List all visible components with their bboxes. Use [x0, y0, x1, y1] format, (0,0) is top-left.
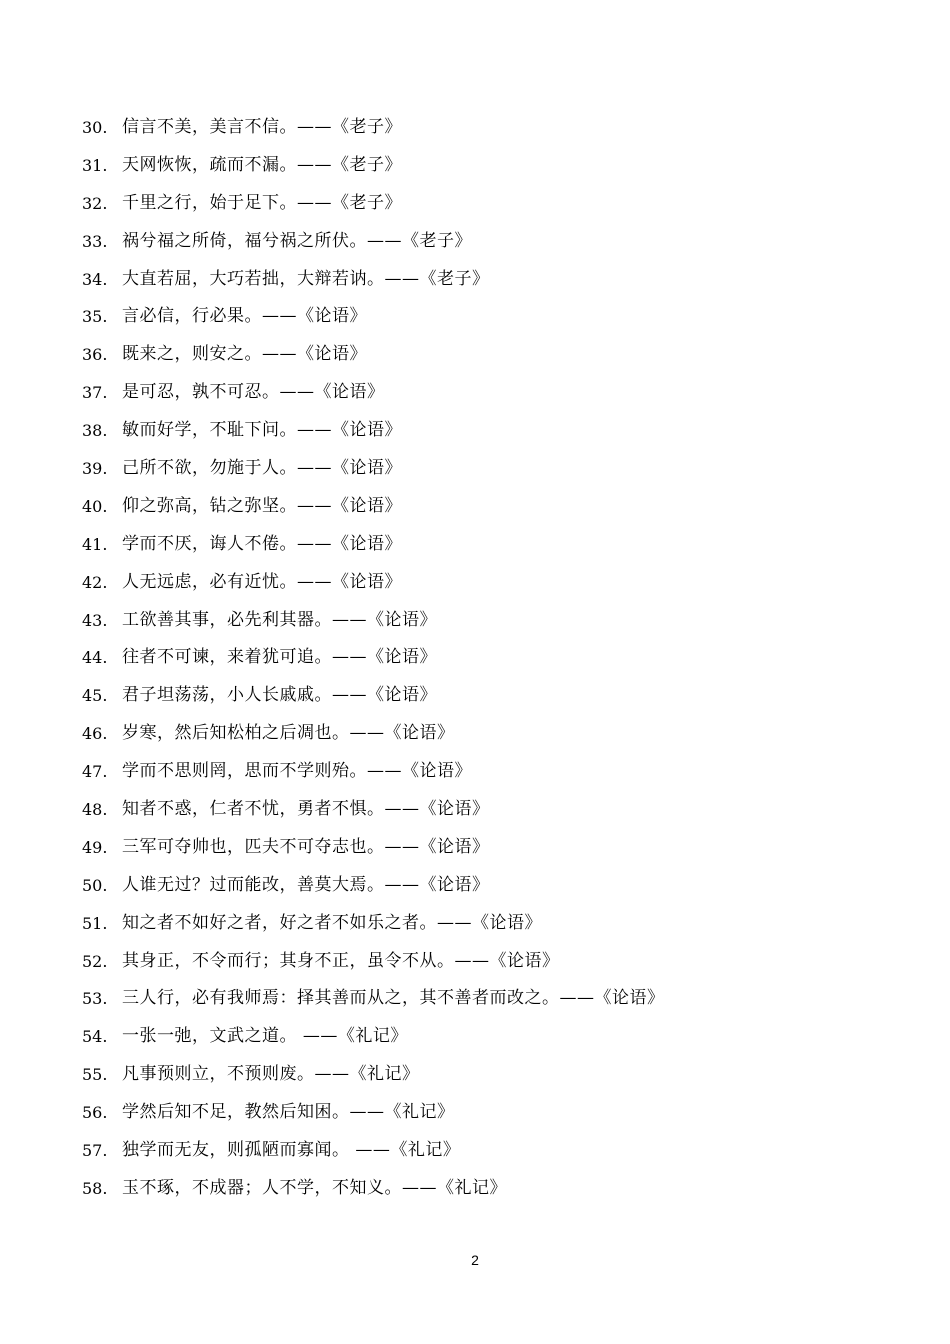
- quote-number: 56.: [82, 1103, 108, 1123]
- quote-text: 君子坦荡荡，小人长戚戚。——《论语》: [122, 685, 437, 706]
- quote-number: 47.: [82, 762, 108, 782]
- page-number: 2: [471, 1252, 479, 1268]
- quote-text: 学然后知不足，教然后知困。——《礼记》: [122, 1102, 455, 1123]
- quote-line: [82, 261, 862, 299]
- quote-text: 大直若屈，大巧若拙，大辩若讷。——《老子》: [122, 268, 490, 289]
- quote-text: 知者不惑，仁者不忧，勇者不惧。——《论语》: [122, 799, 490, 820]
- quote-line: [82, 147, 862, 185]
- quote-number: 31.: [82, 155, 108, 175]
- quote-text: 一张一弛，文武之道。 ——《礼记》: [122, 1026, 408, 1047]
- quote-text: 知之者不如好之者，好之者不如乐之者。——《论语》: [122, 912, 542, 933]
- quote-text: 工欲善其事，必先利其器。——《论语》: [122, 609, 437, 630]
- quote-text: 学而不思则罔，思而不学则殆。——《论语》: [122, 761, 472, 782]
- quote-text: 其身正，不令而行；其身不正，虽令不从。——《论语》: [122, 950, 560, 971]
- quote-line: [82, 943, 862, 981]
- quote-number: 51.: [82, 913, 108, 933]
- quote-text: 既来之，则安之。——《论语》: [122, 344, 367, 365]
- quote-text: 敏而好学，不耻下问。——《论语》: [122, 420, 402, 441]
- quote-text: 仰之弥高，钻之弥坚。——《论语》: [122, 495, 402, 516]
- quote-number: 42.: [82, 572, 108, 592]
- quote-text: 人无远虑，必有近忧。——《论语》: [122, 571, 402, 592]
- quote-text: 岁寒，然后知松柏之后凋也。——《论语》: [122, 723, 455, 744]
- quote-number: 45.: [82, 686, 108, 706]
- quote-line: [82, 412, 862, 450]
- quote-line: [82, 905, 862, 943]
- quote-line: [82, 374, 862, 412]
- quote-text: 凡事预则立，不预则废。——《礼记》: [122, 1064, 420, 1085]
- quote-number: 33.: [82, 231, 108, 251]
- quote-line: [82, 753, 862, 791]
- quote-line: [82, 791, 862, 829]
- quote-line: [82, 715, 862, 753]
- quote-number: 54.: [82, 1027, 108, 1047]
- quote-line: [82, 1132, 862, 1170]
- quote-text: 学而不厌，诲人不倦。——《论语》: [122, 533, 402, 554]
- quote-number: 49.: [82, 837, 108, 857]
- quote-number: 32.: [82, 193, 108, 213]
- quote-text: 祸兮福之所倚，福兮祸之所伏。——《老子》: [122, 230, 472, 251]
- quote-line: [82, 639, 862, 677]
- quote-line: [82, 336, 862, 374]
- quote-text: 己所不欲，勿施于人。——《论语》: [122, 458, 402, 479]
- quote-number: 38.: [82, 421, 108, 441]
- quote-number: 55.: [82, 1065, 108, 1085]
- quote-number: 43.: [82, 610, 108, 630]
- quote-line: [82, 564, 862, 602]
- quote-number: 57.: [82, 1141, 108, 1161]
- quote-text: 天网恢恢，疏而不漏。——《老子》: [122, 154, 402, 175]
- quote-line: [82, 677, 862, 715]
- quote-line: [82, 1094, 862, 1132]
- quote-number: 46.: [82, 724, 108, 744]
- quote-line: [82, 223, 862, 261]
- quote-text: 往者不可谏，来着犹可追。——《论语》: [122, 647, 437, 668]
- quote-number: 58.: [82, 1178, 108, 1198]
- quote-line: [82, 1056, 862, 1094]
- quote-text: 三人行，必有我师焉：择其善而从之，其不善者而改之。——《论语》: [122, 988, 665, 1009]
- quote-line: [82, 602, 862, 640]
- quote-number: 39.: [82, 459, 108, 479]
- quote-number: 34.: [82, 269, 108, 289]
- quote-line: [82, 980, 862, 1018]
- quote-text: 是可忍，孰不可忍。——《论语》: [122, 382, 385, 403]
- quote-number: 53.: [82, 989, 108, 1009]
- quote-list: [82, 109, 862, 1208]
- quote-text: 千里之行，始于足下。——《老子》: [122, 192, 402, 213]
- quote-line: [82, 109, 862, 147]
- quote-text: 人谁无过？过而能改，善莫大焉。——《论语》: [122, 874, 490, 895]
- quote-number: 44.: [82, 648, 108, 668]
- quote-number: 36.: [82, 345, 108, 365]
- quote-line: [82, 450, 862, 488]
- quote-text: 三军可夺帅也，匹夫不可夺志也。——《论语》: [122, 836, 490, 857]
- quote-text: 独学而无友，则孤陋而寡闻。 ——《礼记》: [122, 1140, 461, 1161]
- quote-line: [82, 185, 862, 223]
- quote-line: [82, 298, 862, 336]
- quote-line: [82, 488, 862, 526]
- quote-number: 50.: [82, 875, 108, 895]
- quote-number: 48.: [82, 800, 108, 820]
- quote-line: [82, 1170, 862, 1208]
- quote-line: [82, 1018, 862, 1056]
- quote-text: 玉不琢，不成器；人不学，不知义。——《礼记》: [122, 1177, 507, 1198]
- quote-number: 30.: [82, 118, 108, 137]
- quote-line: [82, 526, 862, 564]
- quote-line: [82, 829, 862, 867]
- quote-number: 37.: [82, 383, 108, 403]
- quote-number: 35.: [82, 307, 108, 327]
- quote-text: 言必信，行必果。——《论语》: [122, 306, 367, 327]
- quote-line: [82, 867, 862, 905]
- quote-number: 40.: [82, 496, 108, 516]
- quote-text: 信言不美，美言不信。——《老子》: [122, 117, 402, 137]
- quote-number: 52.: [82, 951, 108, 971]
- quote-number: 41.: [82, 534, 108, 554]
